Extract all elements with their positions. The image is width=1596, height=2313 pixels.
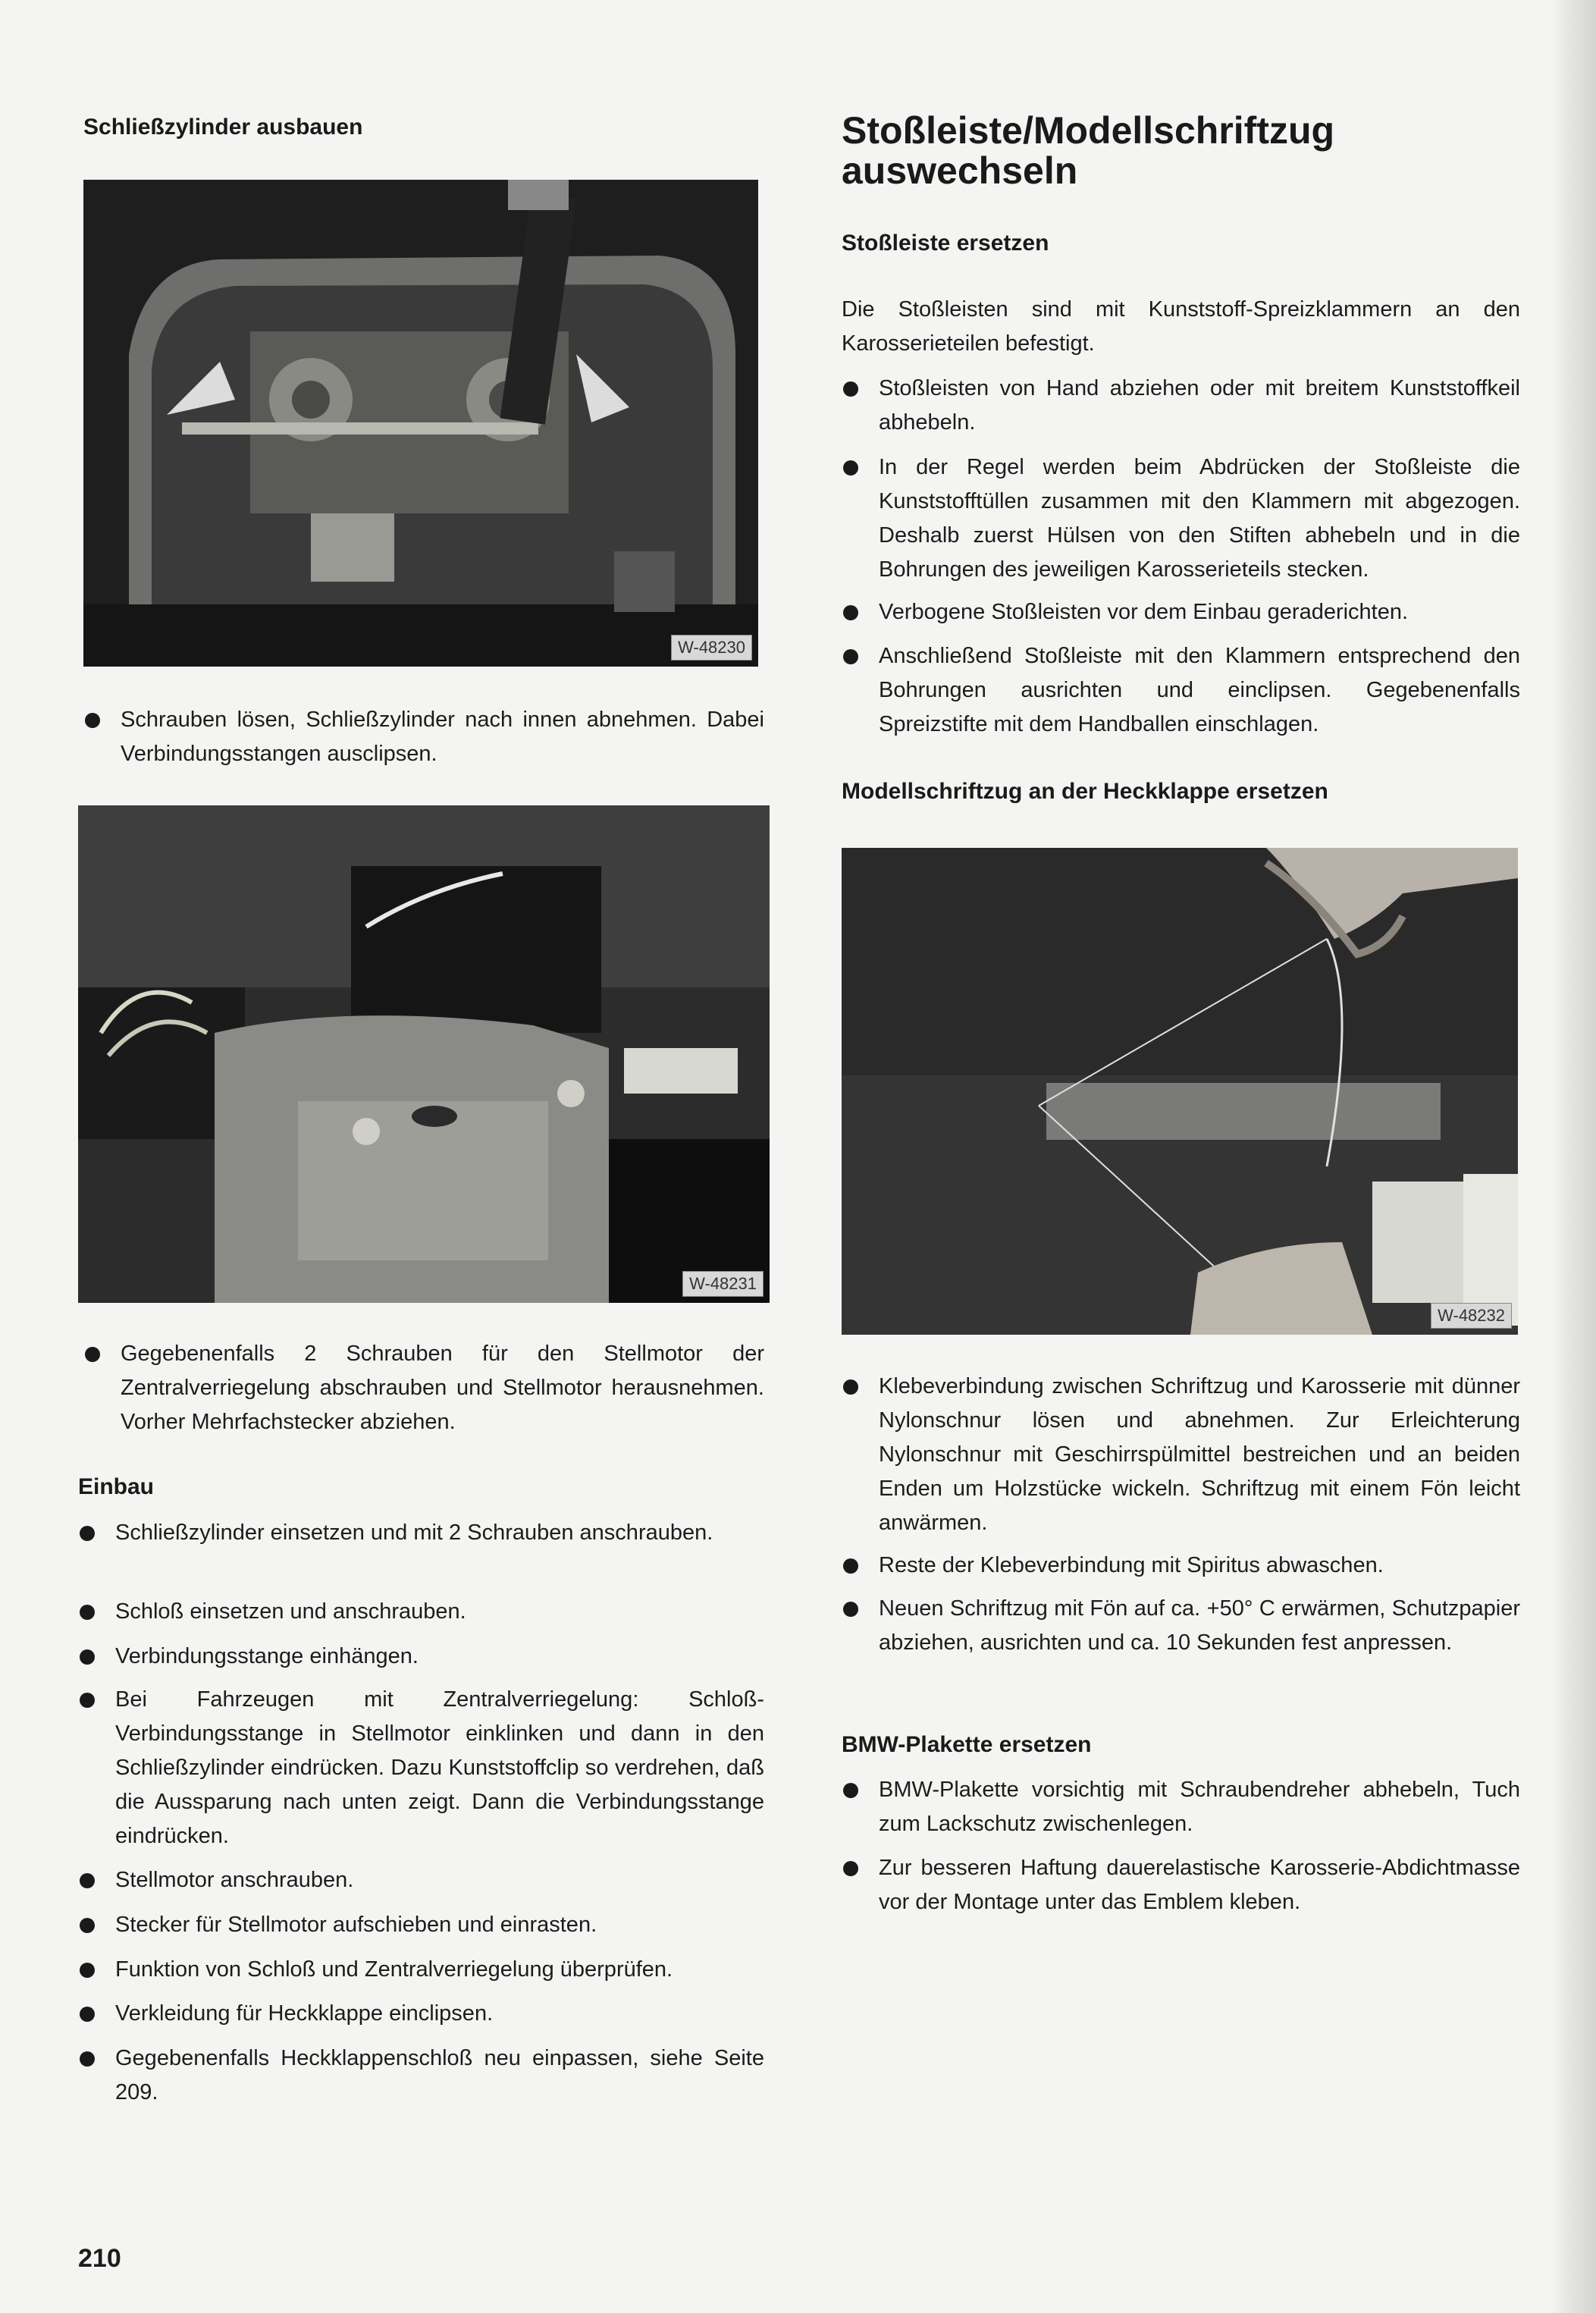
bullet-dot <box>85 713 100 728</box>
bmw-item-1 <box>842 1773 1520 1841</box>
modell-item-3 <box>842 1592 1520 1660</box>
bullet-text: Stoßleisten von Hand abziehen oder mit breitem Kunststoffkeil abhebeln. <box>879 376 1520 435</box>
heading-stossleiste-ersetzen: Stoßleiste ersetzen <box>842 231 1049 256</box>
stossleiste-item-3 <box>842 595 1520 629</box>
page-edge-shadow <box>1552 0 1596 2313</box>
bullet-text: Verbogene Stoßleisten vor dem Einbau geraderichten. <box>879 600 1409 624</box>
bullet-dot <box>80 1873 95 1888</box>
einbau-item-4 <box>78 1683 764 1853</box>
stossleiste-item-1 <box>842 372 1520 440</box>
einbau-item-7 <box>78 1953 764 1987</box>
photo-emblem-removal-image <box>842 848 1518 1335</box>
bullet-dot <box>80 1526 95 1541</box>
bullet-text: Verbindungsstange einhängen. <box>115 1644 419 1668</box>
bullet-text: Verkleidung für Heckklappe einclipsen. <box>115 2001 494 2026</box>
bullet-text: BMW-Plakette vorsichtig mit Schraubendreher abhebeln, Tuch zum Lackschutz zwischenlegen. <box>879 1778 1520 1836</box>
bullet-stellmotor-ausbauen <box>83 1337 764 1439</box>
bullet-dot <box>843 1602 858 1617</box>
bullet-dot <box>843 460 858 475</box>
bullet-text: Klebeverbindung zwischen Schriftzug und Karosserie mit dünner Nylonschnur lösen und abnehmen. Zur Erleichterung Nylonschnur mit Geschirrspülmittel bestreichen und an beiden Enden um Holzstücke wickeln. Schriftzug mit einem Fön leicht anwärmen. <box>879 1374 1520 1535</box>
page-number: 210 <box>78 2244 121 2273</box>
heading-einbau: Einbau <box>78 1474 155 1499</box>
bullet-dot <box>80 1649 95 1665</box>
bullet-schrauben-loesen <box>83 703 764 771</box>
bullet-text: Gegebenenfalls Heckklappenschloß neu einpassen, siehe Seite 209. <box>115 2046 764 2104</box>
bullet-dot <box>843 1379 858 1395</box>
photo-label-w48232: W-48232 <box>1431 1303 1512 1329</box>
page-title: Stoßleiste/Modellschriftzug auswechseln <box>842 109 1335 192</box>
photo-emblem-removal <box>842 848 1518 1335</box>
bullet-text: Schließzylinder einsetzen und mit 2 Schrauben anschrauben. <box>115 1521 713 1545</box>
heading-bmw-plakette-ersetzen: BMW-Plakette ersetzen <box>842 1732 1092 1757</box>
bullet-text: Stecker für Stellmotor aufschieben und einrasten. <box>115 1913 597 1937</box>
bullet-dot <box>843 649 858 664</box>
bullet-dot <box>80 1963 95 1978</box>
bullet-text: Reste der Klebeverbindung mit Spiritus abwaschen. <box>879 1553 1384 1577</box>
bullet-dot <box>843 605 858 620</box>
bullet-dot <box>80 1693 95 1708</box>
photo-tailgate-interior-image <box>78 805 770 1303</box>
heading-modellschriftzug-ersetzen: Modellschriftzug an der Heckklappe ersetzen <box>842 779 1328 804</box>
bullet-text: Zur besseren Haftung dauerelastische Karosserie-Abdichtmasse vor der Montage unter das Emblem kleben. <box>879 1856 1520 1914</box>
bullet-text: Anschließend Stoßleiste mit den Klammern entsprechend den Bohrungen ausrichten und einclipsen. Gegebenenfalls Spreizstifte mit dem Handballen einschlagen. <box>879 644 1520 736</box>
bullet-text: Schrauben lösen, Schließzylinder nach innen abnehmen. Dabei Verbindungsstangen ausclipsen. <box>121 708 764 766</box>
bullet-text: In der Regel werden beim Abdrücken der Stoßleiste die Kunststofftüllen zusammen mit den Klammern mit abgezogen. Deshalb zuerst Hülsen von den Stiften abhebeln und in die Bohrungen des jeweiligen Karosserieteils stecken. <box>879 455 1520 582</box>
bullet-dot <box>85 1347 100 1362</box>
einbau-item-5 <box>78 1863 764 1897</box>
einbau-item-6 <box>78 1908 764 1942</box>
bullet-dot <box>843 1783 858 1798</box>
einbau-item-9 <box>78 2042 764 2110</box>
photo-lock-cylinder-image <box>83 180 758 667</box>
stossleiste-item-2 <box>842 450 1520 587</box>
modell-item-2 <box>842 1549 1520 1583</box>
bullet-text: Schloß einsetzen und anschrauben. <box>115 1599 466 1624</box>
photo-label-w48231: W-48231 <box>682 1271 764 1297</box>
modell-item-1 <box>842 1370 1520 1540</box>
bullet-text: Bei Fahrzeugen mit Zentralverriegelung: Schloß-Verbindungsstange in Stellmotor einklinken und dann in den Schließzylinder eindrücken. Dazu Kunststoffclip so verdrehen, daß die Aussparung nach unten zeigt. Dann die Verbindungsstange eindrücken. <box>115 1687 764 1848</box>
bullet-dot <box>80 1918 95 1933</box>
bullet-dot <box>843 1861 858 1876</box>
bullet-dot <box>843 1558 858 1574</box>
bullet-dot <box>80 2051 95 2067</box>
einbau-item-3 <box>78 1640 764 1674</box>
bmw-item-2 <box>842 1851 1520 1919</box>
stossleiste-intro: Die Stoßleisten sind mit Kunststoff-Spreizklammern an den Karosserieteilen befestigt. <box>842 297 1520 356</box>
photo-lock-cylinder <box>83 180 758 667</box>
bullet-text: Gegebenenfalls 2 Schrauben für den Stellmotor der Zentralverriegelung abschrauben und Stellmotor herausnehmen. Vorher Mehrfachstecker abziehen. <box>121 1342 764 1434</box>
photo-label-w48230: W-48230 <box>671 635 752 661</box>
photo-tailgate-interior <box>78 805 770 1303</box>
bullet-dot <box>843 381 858 397</box>
einbau-item-8 <box>78 1997 764 2031</box>
einbau-item-1 <box>78 1516 764 1550</box>
bullet-text: Neuen Schriftzug mit Fön auf ca. +50° C erwärmen, Schutzpapier abziehen, ausrichten und ca. 10 Sekunden fest anpressen. <box>879 1596 1520 1655</box>
bullet-dot <box>80 2007 95 2022</box>
heading-schliesszylinder-ausbauen: Schließzylinder ausbauen <box>83 115 363 140</box>
stossleiste-item-4 <box>842 639 1520 742</box>
bullet-text: Funktion von Schloß und Zentralverriegelung überprüfen. <box>115 1957 673 1982</box>
einbau-item-2 <box>78 1595 764 1629</box>
bullet-text: Stellmotor anschrauben. <box>115 1868 354 1892</box>
bullet-dot <box>80 1605 95 1620</box>
